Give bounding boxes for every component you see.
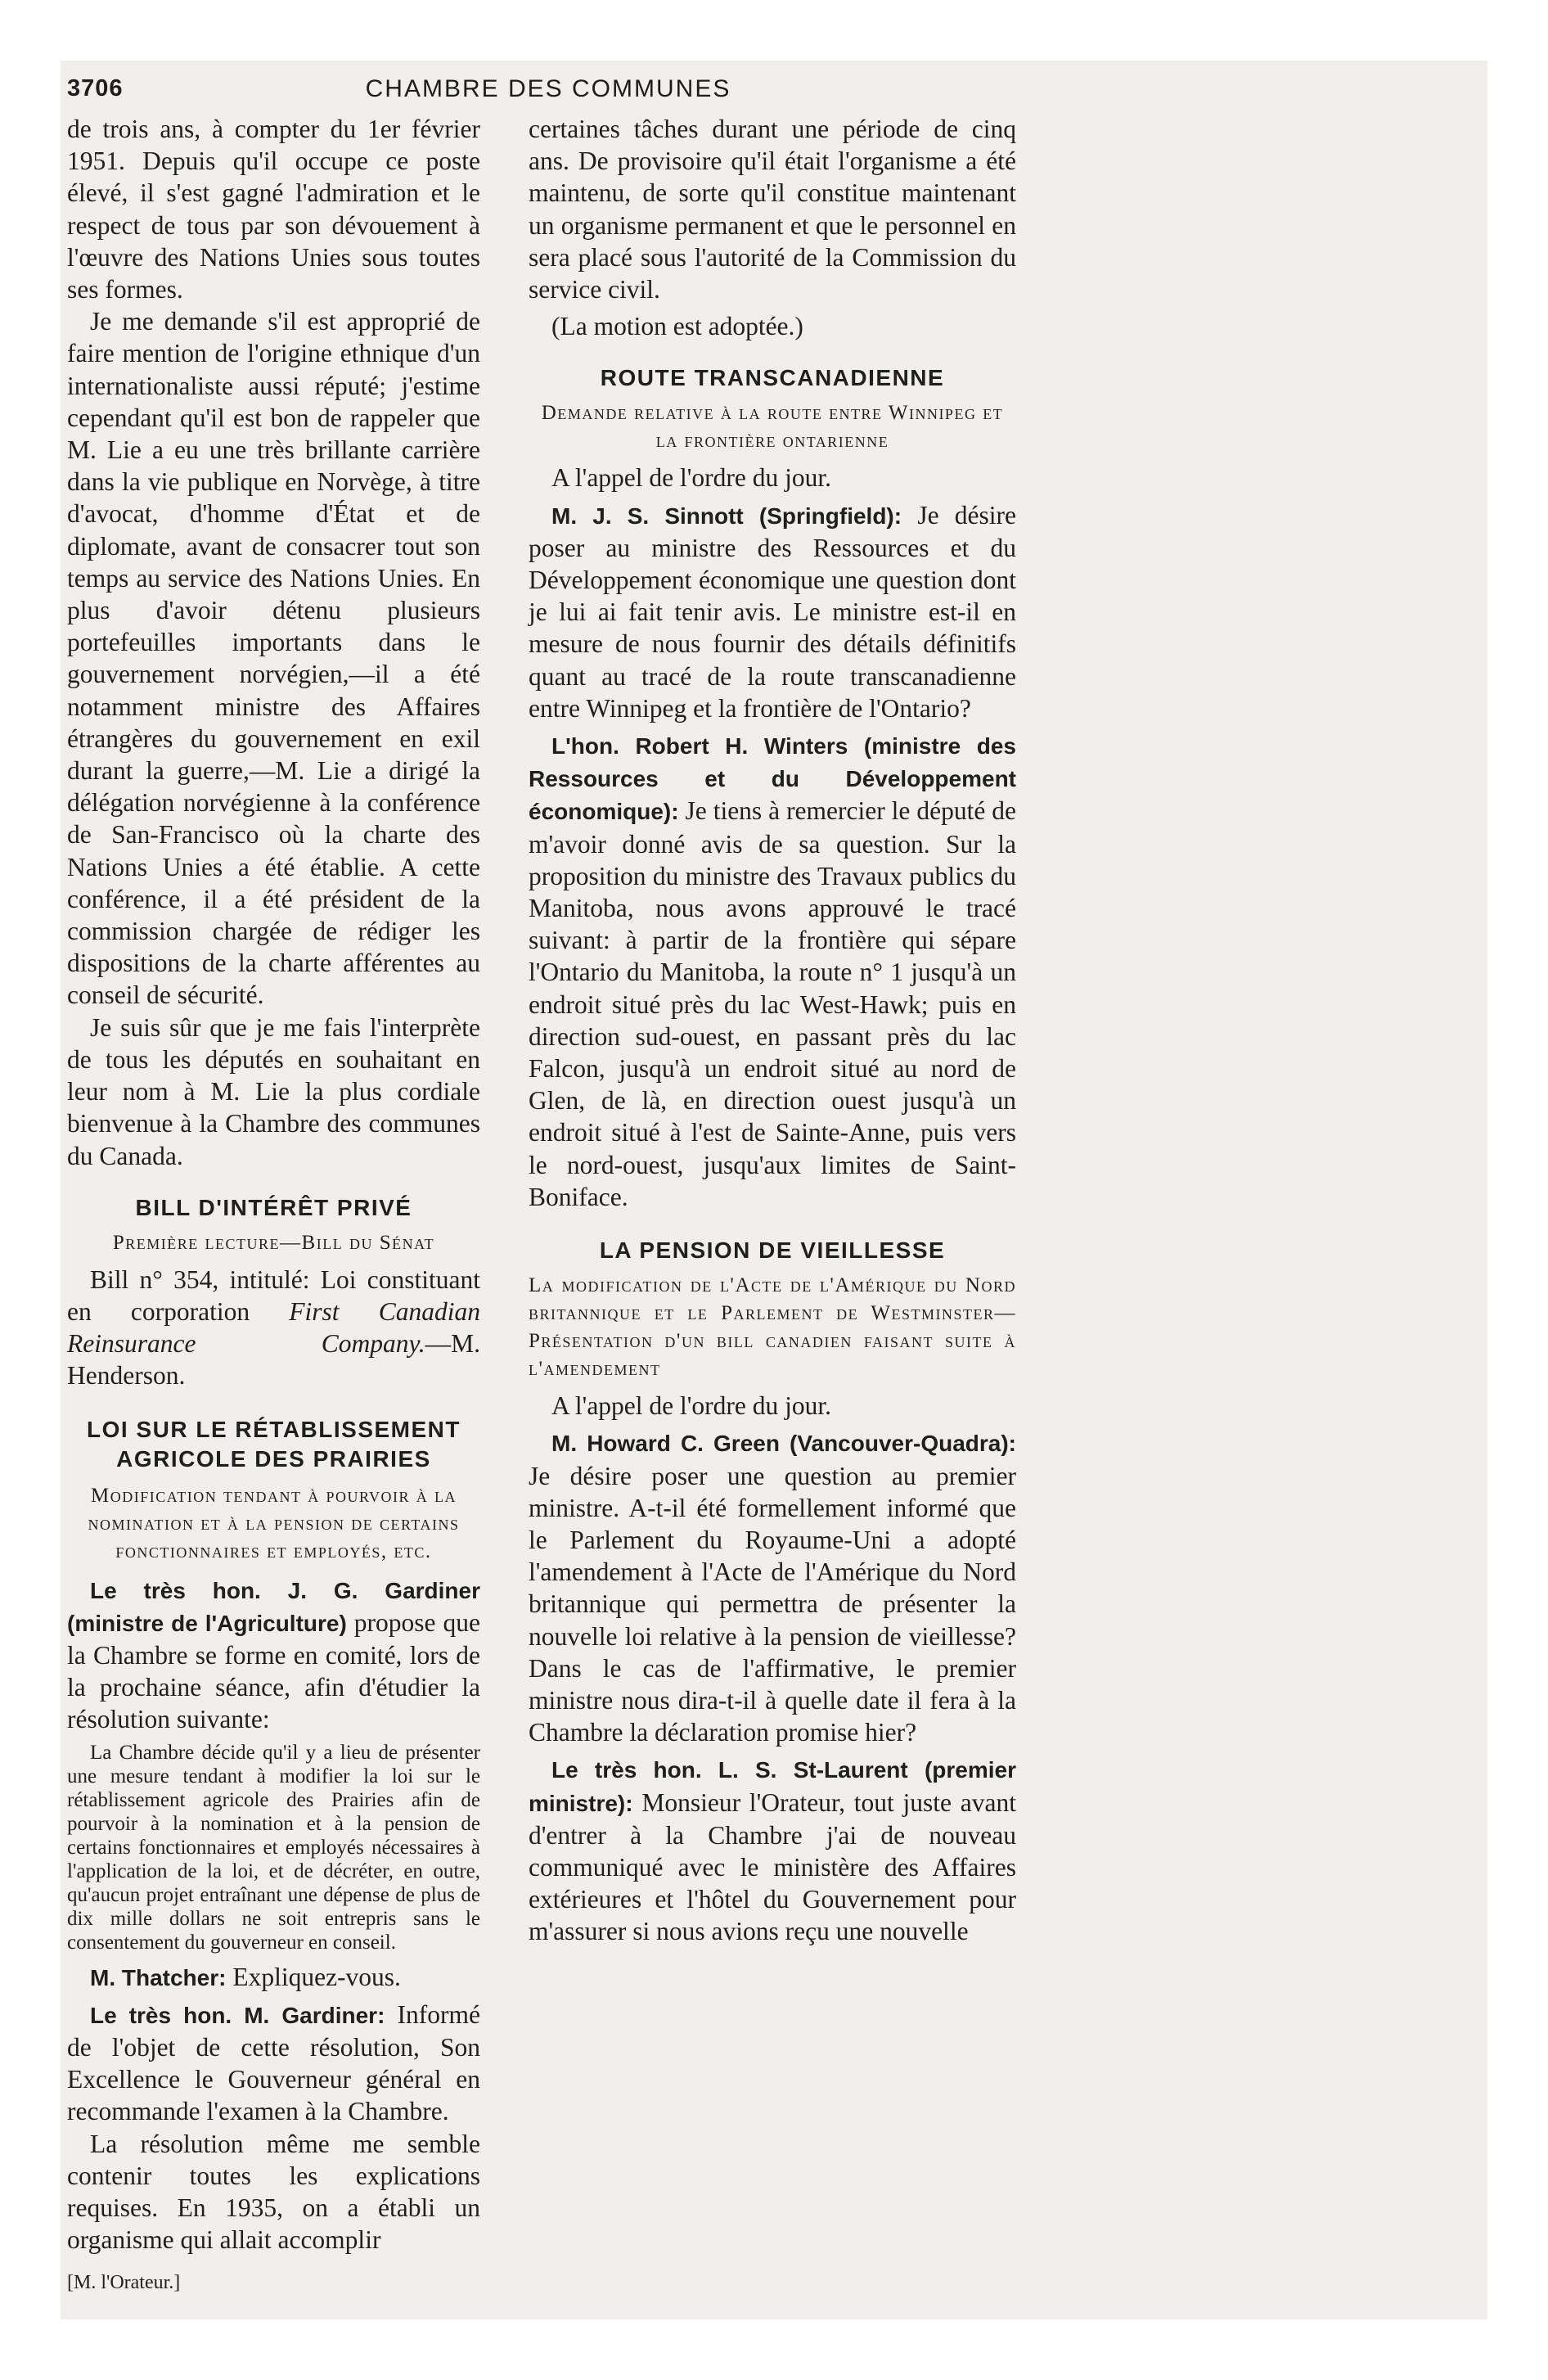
speech: Monsieur l'Orateur, tout juste avant d'entrer à la Chambre j'ai de nouveau communiqué avec le ministère des Affaires extérieures et l'hôtel du Gouvernement pour m'assurer si nous avions reçu une nouvelle xyxy=(529,1787,1016,1946)
paragraph: La résolution même me semble contenir toutes les explications requises. En 1935, on a établi un organisme qui allait accomplir xyxy=(67,2129,480,2255)
section-subheading: Modification tendant à pourvoir à la nomination et à la pension de certains fonctionnaires et employés, etc. xyxy=(88,1484,460,1562)
running-head: CHAMBRE DES COMMUNES xyxy=(365,75,731,102)
speaker-name: M. Howard C. Green (Vancouver-Quadra): xyxy=(551,1431,1016,1457)
footnote: [M. l'Orateur.] xyxy=(67,2272,181,2294)
speech: Je désire poser au ministre des Ressources et du Développement économique une question dont je lui ai fait tenir avis. Le ministre est-il en mesure de nous fournir des détails définitifs quant au tracé de la route transcanadienne entre Winnipeg et la frontière de l'Ontario? xyxy=(529,500,1016,723)
paragraph xyxy=(529,1753,1016,1947)
section-heading: ROUTE TRANSCANADIENNE xyxy=(600,365,945,391)
speech: Expliquez-vous. xyxy=(226,1962,401,1991)
speaker-name: M. Thatcher: xyxy=(90,1964,227,1990)
paragraph: de trois ans, à compter du 1er février 1951. Depuis qu'il occupe ce poste élevé, il s'est gagné l'admiration et le respect de tous par son dévouement à l'œuvre des Nations Unies sous toutes ses formes. xyxy=(67,115,480,304)
paragraph: certaines tâches durant une période de cinq ans. De provisoire qu'il était l'organisme a été maintenu, de sorte qu'il constitue maintenant un organisme permanent et que le personnel en sera placé sous l'autorité de la Commission du service civil. xyxy=(529,115,1016,304)
section-subheading: La modification de l'Acte de l'Amérique du Nord britannique et le Parlement de Westminster—Présentation d'un bill canadien faisant suite à l'amendement xyxy=(529,1274,1016,1381)
right-column xyxy=(529,113,1016,1948)
motion-text: La Chambre décide qu'il y a lieu de présenter une mesure tendant à modifier la loi sur le rétablissement agricole des Prairies afin de pourvoir à la nomination et à la pension de certains fonctionnaires et employés nécessaires à l'application de la loi, et de décréter, en outre, qu'aucun projet entraînant une dépense de plus de dix mille dollars ne soit entrepris sans le consentement du gouverneur en conseil. xyxy=(67,1741,480,1954)
paragraph xyxy=(529,729,1016,1213)
left-column xyxy=(67,113,480,2300)
paragraph: Je suis sûr que je me fais l'interprète de tous les députés en souhaitant en leur nom à M. Lie la plus cordiale bienvenue à la Chambre des communes du Canada. xyxy=(67,1012,480,1170)
speech: Informé de l'objet de cette résolution, Son Excellence le Gouverneur général en recommande l'examen à la Chambre. xyxy=(67,1999,480,2126)
section-subheading: Demande relative à la route entre Winnipeg et la frontière ontarienne xyxy=(541,402,1004,453)
paragraph: A l'appel de l'ordre du jour. xyxy=(551,1391,832,1421)
speaker-name: L'hon. Robert H. Winters (ministre des Ressources et du Développement économique): xyxy=(529,733,1016,825)
speaker-name: Le très hon. J. G. Gardiner (ministre de l'Agriculture) xyxy=(67,1577,480,1636)
paragraph xyxy=(67,1574,480,1736)
paragraph: (La motion est adoptée.) xyxy=(551,312,803,341)
bill-company-name: First Canadian Reinsurance Company. xyxy=(67,1296,480,1359)
paragraph xyxy=(67,1999,480,2128)
bill-sponsor: —M. Henderson. xyxy=(67,1329,480,1391)
section-heading: LA PENSION DE VIEILLESSE xyxy=(599,1237,946,1264)
speech: propose que la Chambre se forme en comité, lors de la prochaine séance, afin d'étudier la résolution suivante: xyxy=(67,1607,480,1734)
section-heading: LOI SUR LE RÉTABLISSEMENT AGRICOLE DES PRAIRIES xyxy=(87,1416,461,1472)
section-subheading: Première lecture—Bill du Sénat xyxy=(112,1231,435,1254)
section-heading: BILL D'INTÉRÊT PRIVÉ xyxy=(135,1194,412,1220)
paragraph xyxy=(529,499,1016,724)
speaker-name: Le très hon. M. Gardiner: xyxy=(90,2002,385,2028)
speaker-name: Le très hon. L. S. St-Laurent (premier ministre): xyxy=(529,1757,1016,1816)
bill-text: Bill n° 354, intitulé: Loi constituant en corporation xyxy=(67,1264,480,1326)
page-number: 3706 xyxy=(67,75,124,101)
paragraph: A l'appel de l'ordre du jour. xyxy=(551,463,832,493)
paragraph: Je me demande s'il est approprié de faire mention de l'origine ethnique d'un internationaliste aussi réputé; j'estime cependant qu'il est bon de rappeler que M. Lie a eu une très brillante carrière dans la vie publique en Norvège, à titre d'avocat, d'homme d'État et de diplomate, avant de consacrer tout son temps au service des Nations Unies. En plus d'avoir détenu plusieurs portefeuilles importants dans le gouvernement norvégien,—il a été notamment ministre des Affaires étrangères du gouvernement en exil durant la guerre,—M. Lie a dirigé la délégation norvégienne à la conférence de San-Francisco où la charte des Nations Unies a été établie. A cette conférence, il a été président de la commission chargée de rédiger les dispositions de la charte afférentes au conseil de sécurité. xyxy=(67,307,480,1010)
speech: Je désire poser une question au premier ministre. A-t-il été formellement informé que le Parlement du Royaume-Uni a adopté l'amendement à l'Acte de l'Amérique du Nord britannique qui permettra de présenter la nouvelle loi relative à la pension de vieillesse? Dans le cas de l'affirmative, le premier ministre nous dira-t-il à quelle date il fera à la Chambre la déclaration promise hier? xyxy=(529,1461,1016,1747)
speaker-name: M. J. S. Sinnott (Springfield): xyxy=(551,503,902,529)
paragraph xyxy=(67,1961,480,1994)
paragraph xyxy=(529,1427,1016,1748)
speech: Je tiens à remercier le député de m'avoir donné avis de sa question. Sur la proposition du ministre des Travaux publics du Manitoba, nous avons approuvé le tracé suivant: à partir de la frontière qui sépare l'Ontario du Manitoba, la route n° 1 jusqu'à un endroit situé près du lac West-Hawk; puis en direction sud-ouest, en passant près du lac Falcon, jusqu'à un endroit situé au nord de Glen, de là, en direction ouest jusqu'à un endroit situé à l'est de Sainte-Anne, puis vers le nord-ouest, jusqu'aux limites de Saint-Boniface. xyxy=(529,796,1016,1211)
paragraph xyxy=(67,1264,480,1392)
